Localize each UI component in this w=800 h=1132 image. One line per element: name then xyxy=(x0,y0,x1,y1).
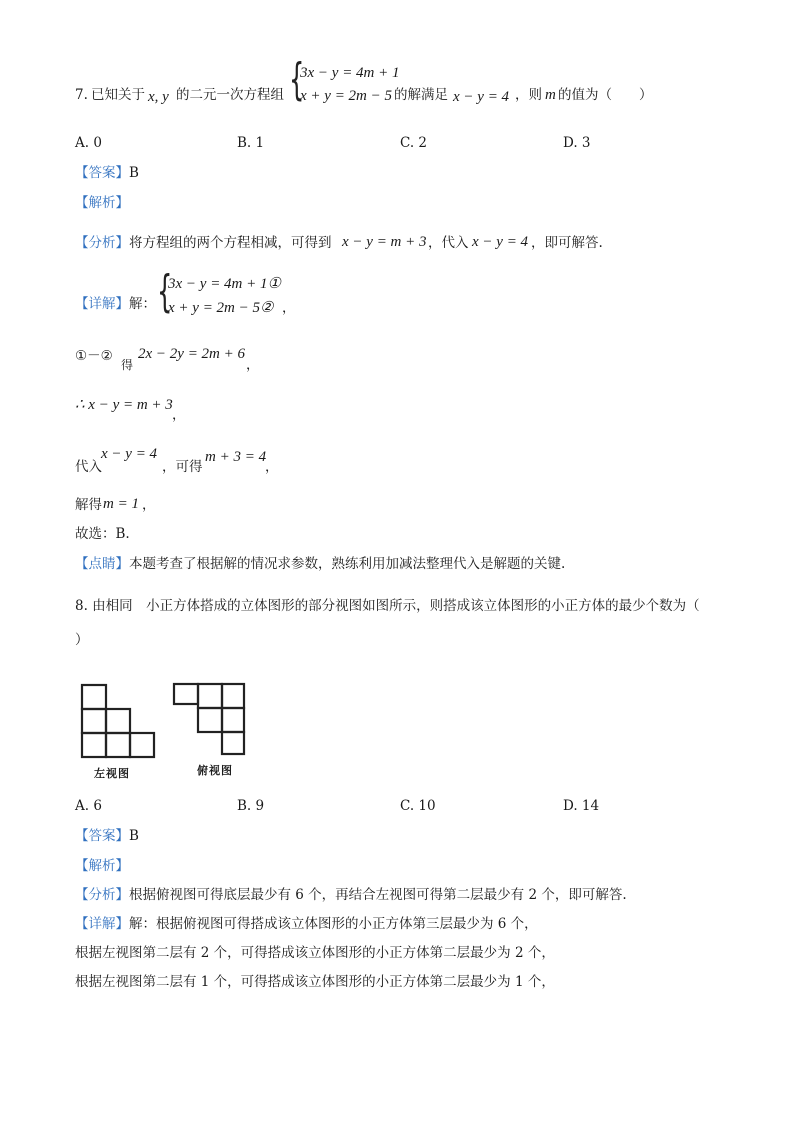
left-view-cell xyxy=(130,733,154,757)
q7-dianjing-text: 本题考查了根据解的情况求参数，熟练利用加减法整理代入是解题的关键. xyxy=(129,556,566,572)
top-view-cell xyxy=(174,684,198,704)
q8-option-a[interactable]: A. 6 xyxy=(75,798,102,814)
q7-step1-label: ①－② xyxy=(75,348,113,364)
q7-step1-eq: 2x − 2y = 2m + 6 xyxy=(138,346,246,362)
q7-step3-eq2: m + 3 = 4 xyxy=(205,449,267,465)
q7-step2-end: ， xyxy=(172,407,186,423)
q7-system-brace: { xyxy=(289,54,305,105)
answer-tag: 【答案】 xyxy=(75,165,129,181)
q8-analysis-tag: 【解析】 xyxy=(75,858,129,874)
q7-answer-line xyxy=(75,164,139,182)
detail-tag: 【详解】 xyxy=(75,916,129,932)
q8-option-c[interactable]: C. 10 xyxy=(400,798,436,814)
q7-text-2: 的二元一次方程组 xyxy=(176,87,284,103)
top-view-figure xyxy=(170,680,250,758)
q7-step3-end: ， xyxy=(265,459,279,475)
q7-text-5: 的值为（ ） xyxy=(558,87,653,103)
fenxi-tag: 【分析】 xyxy=(75,235,129,251)
detail-tag: 【详解】 xyxy=(75,296,129,312)
q7-option-b[interactable]: B. 1 xyxy=(237,135,265,151)
q7-step4-eq: m = 1 xyxy=(103,496,139,512)
left-view-cell xyxy=(106,733,130,757)
q7-fenxi-text-2: ，代入 xyxy=(428,235,469,251)
left-view-cell xyxy=(82,733,106,757)
q7-step3-text: ，可得 xyxy=(162,459,203,475)
q7-step1-de: 得 xyxy=(121,358,134,372)
q8-answer: B xyxy=(129,828,139,844)
q7-detail-comma: ， xyxy=(282,300,296,316)
q7-fenxi-eq2: x − y = 4 xyxy=(472,234,529,250)
q7-answer: B xyxy=(129,165,139,181)
q7-option-c[interactable]: C. 2 xyxy=(400,135,428,151)
q7-eq2: x + y = 2m − 5 xyxy=(300,88,393,104)
fenxi-tag: 【分析】 xyxy=(75,887,129,903)
q7-number: 7. xyxy=(75,87,88,103)
q7-condition: x − y = 4 xyxy=(453,89,510,105)
q8-detail-text-1: 解：根据俯视图可得搭成该立体图形的小正方体第三层最少为 6 个， xyxy=(129,916,538,932)
q7-option-a[interactable]: A. 0 xyxy=(75,135,102,151)
q7-text-1: 已知关于 xyxy=(91,87,145,103)
q7-detail-brace: { xyxy=(157,266,173,317)
q7-analysis-tag: 【解析】 xyxy=(75,195,129,211)
dianjing-tag: 【点睛】 xyxy=(75,556,129,572)
q7-fenxi-text-3: ，即可解答. xyxy=(531,235,603,251)
q7-vars: x, y xyxy=(148,89,169,105)
top-view-caption: 俯视图 xyxy=(197,764,233,777)
q8-detail-line-1 xyxy=(75,915,538,933)
q8-fenxi-text: 根据俯视图可得底层最少有 6 个，再结合左视图可得第二层最少有 2 个，即可解答. xyxy=(129,887,627,903)
q7-fenxi-text-1: 将方程组的两个方程相减，可得到 xyxy=(129,235,332,251)
left-view-figure xyxy=(78,682,163,762)
left-view-cell xyxy=(82,709,106,733)
q7-step1-end: ， xyxy=(246,357,260,373)
q8-question-line-2: ） xyxy=(75,632,89,648)
top-view-cell xyxy=(222,708,244,732)
top-view-cell xyxy=(198,684,222,708)
left-view-cell xyxy=(82,685,106,709)
q7-option-d[interactable]: D. 3 xyxy=(563,135,591,151)
q7-var-m: m xyxy=(545,87,556,103)
q8-detail-line-3: 根据左视图第二层有 1 个，可得搭成该立体图形的小正方体第二层最少为 1 个， xyxy=(75,974,555,990)
q8-question-line-1: 8. 由相同 小正方体搭成的立体图形的部分视图如图所示，则搭成该立体图形的小正方体的最少个数为（ xyxy=(75,598,700,614)
left-view-caption: 左视图 xyxy=(94,767,130,780)
q8-option-d[interactable]: D. 14 xyxy=(563,798,600,814)
q8-detail-line-2: 根据左视图第二层有 2 个，可得搭成该立体图形的小正方体第二层最少为 2 个， xyxy=(75,945,555,961)
q7-step3-eq: x − y = 4 xyxy=(101,446,158,462)
left-view-cell xyxy=(106,709,130,733)
top-view-cell xyxy=(198,708,222,732)
q7-choose: 故选：B. xyxy=(75,526,130,542)
answer-tag: 【答案】 xyxy=(75,828,129,844)
top-view-cell xyxy=(222,684,244,708)
q8-answer-line xyxy=(75,827,139,845)
q7-step2-eq: ∴ x − y = m + 3 xyxy=(75,397,173,413)
top-view-cell xyxy=(222,732,244,754)
q7-dianjing-line xyxy=(75,555,565,573)
q8-fenxi-line xyxy=(75,886,627,904)
q7-text-3: 的解满足 xyxy=(394,87,448,103)
q7-detail-pre: 解： xyxy=(129,296,156,312)
q7-eq1: 3x − y = 4m + 1 xyxy=(300,65,400,81)
q7-step4-end: ， xyxy=(142,497,156,513)
q7-step3-label: 代入 xyxy=(75,459,102,475)
q7-text-4: ，则 xyxy=(515,87,542,103)
q7-detail-eq2: x + y = 2m − 5② xyxy=(168,300,274,316)
q7-fenxi-eq1: x − y = m + 3 xyxy=(342,234,427,250)
q7-step4-label: 解得 xyxy=(75,497,102,513)
q8-option-b[interactable]: B. 9 xyxy=(237,798,265,814)
q7-detail-eq1: 3x − y = 4m + 1① xyxy=(168,276,281,292)
